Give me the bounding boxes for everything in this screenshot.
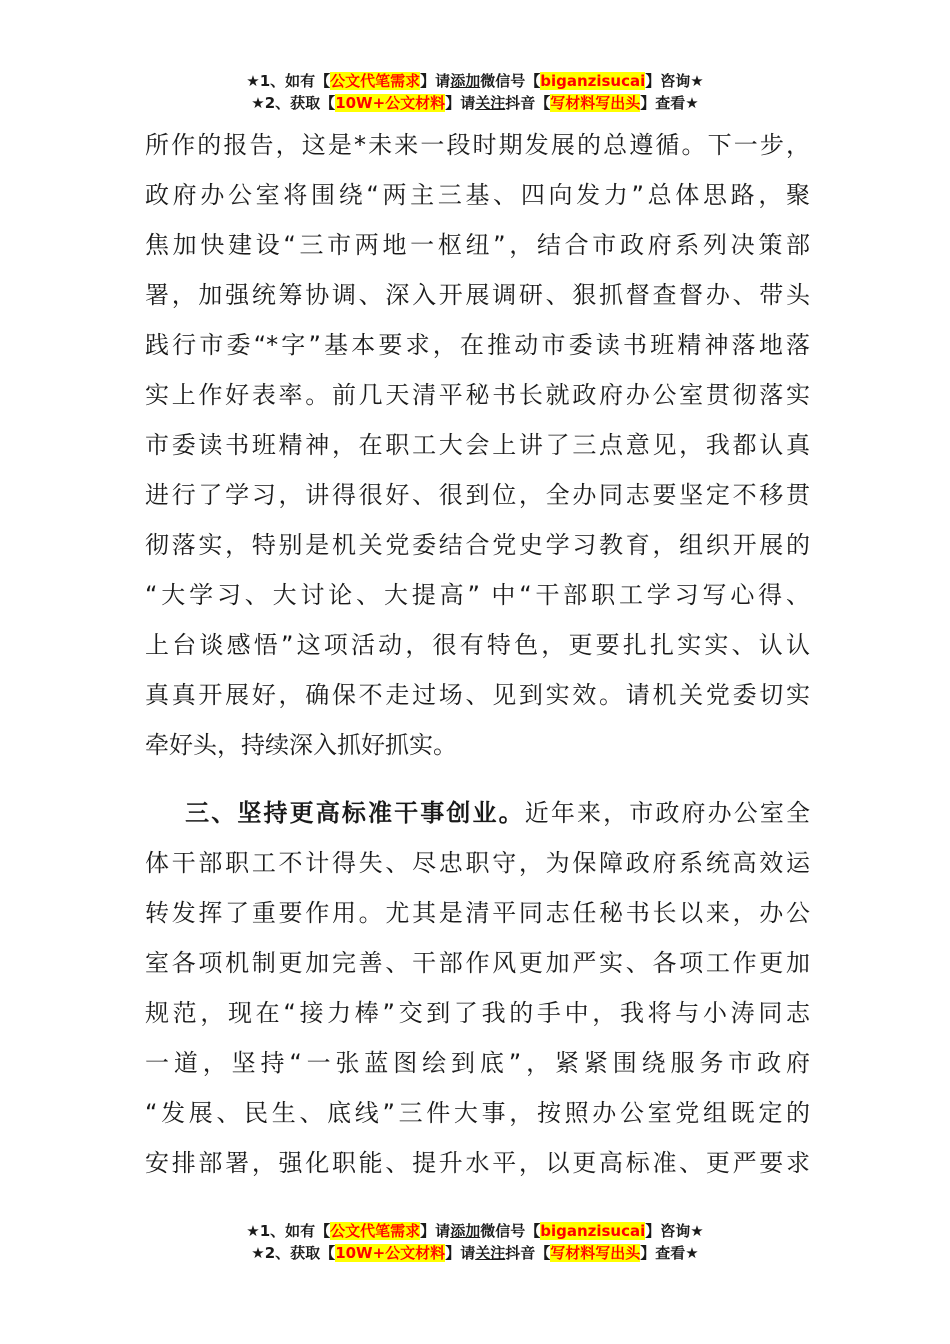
text-line: 三、坚持更高标准干事创业。近年来，市政府办公室全 bbox=[183, 799, 810, 827]
highlight-douyin-account: 写材料写出头 bbox=[550, 94, 641, 112]
text-line: 彻落实，特别是机关党委结合党史学习教育，组织开展的 bbox=[145, 531, 810, 559]
footer-banner bbox=[0, 1220, 950, 1264]
text-line: 安排部署，强化职能、提升水平，以更高标准、更严要求 bbox=[145, 1149, 810, 1177]
text-line: 焦加快建设“三市两地一枢纽”，结合市政府系列决策部 bbox=[145, 231, 810, 259]
text-line: 一道，坚持“一张蓝图绘到底”，紧紧围绕服务市政府 bbox=[145, 1049, 810, 1077]
text-line: 进行了学习，讲得很好、很到位，全办同志要坚定不移贯 bbox=[145, 481, 810, 509]
document-body bbox=[145, 120, 810, 1188]
paragraph-1 bbox=[145, 120, 810, 770]
text-line: 所作的报告，这是*未来一段时期发展的总遵循。下一步， bbox=[145, 131, 810, 159]
highlight-materials: 10W+公文材料 bbox=[335, 94, 446, 112]
text-line: 上台谈感悟”这项活动，很有特色，更要扎扎实实、认认 bbox=[145, 631, 810, 659]
text-line: 政府办公室将围绕“两主三基、四向发力”总体思路，聚 bbox=[145, 181, 810, 209]
text-line: 规范，现在“接力棒”交到了我的手中，我将与小涛同志 bbox=[145, 999, 810, 1027]
highlight-materials: 10W+公文材料 bbox=[335, 1244, 446, 1262]
text-line: 署，加强统筹协调、深入开展调研、狠抓督查督办、带头 bbox=[145, 281, 810, 309]
footer-banner-line-2: ★2、获取【10W+公文材料】请关注抖音【写材料写出头】查看★ bbox=[251, 1244, 699, 1262]
highlight-ghostwriting: 公文代笔需求 bbox=[330, 72, 421, 90]
text-line: 践行市委“*字”基本要求，在推动市委读书班精神落地落 bbox=[145, 331, 810, 359]
text-line: 转发挥了重要作用。尤其是清平同志任秘书长以来，办公 bbox=[145, 899, 810, 927]
header-banner bbox=[0, 70, 950, 114]
text-line: “大学习、大讨论、大提高” 中“干部职工学习写心得、 bbox=[145, 581, 810, 609]
highlight-ghostwriting: 公文代笔需求 bbox=[330, 1222, 421, 1240]
text-line: 体干部职工不计得失、尽忠职守，为保障政府系统高效运 bbox=[145, 849, 810, 877]
footer-banner-line-1: ★1、如有【公文代笔需求】请添加微信号【biganzisucai】咨询★ bbox=[246, 1222, 704, 1240]
section-heading: 三、坚持更高标准干事创业。 bbox=[183, 799, 525, 827]
text-line: 室各项机制更加完善、干部作风更加严实、各项工作更加 bbox=[145, 949, 810, 977]
text-line: “发展、民生、底线”三件大事，按照办公室党组既定的 bbox=[145, 1099, 810, 1127]
paragraph-2 bbox=[145, 788, 810, 1188]
header-banner-line-2: ★2、获取【10W+公文材料】请关注抖音【写材料写出头】查看★ bbox=[251, 94, 699, 112]
text-line: 真真开展好，确保不走过场、见到实效。请机关党委切实 bbox=[145, 681, 810, 709]
highlight-wechat-id: biganzisucai bbox=[540, 72, 646, 90]
highlight-wechat-id: biganzisucai bbox=[540, 1222, 646, 1240]
text-line: 市委读书班精神，在职工大会上讲了三点意见，我都认真 bbox=[145, 431, 810, 459]
highlight-douyin-account: 写材料写出头 bbox=[550, 1244, 641, 1262]
header-banner-line-1: ★1、如有【公文代笔需求】请添加微信号【biganzisucai】咨询★ bbox=[246, 72, 704, 90]
text-line: 实上作好表率。前几天清平秘书长就政府办公室贯彻落实 bbox=[145, 381, 810, 409]
text-line: 牵好头，持续深入抓好抓实。 bbox=[145, 731, 457, 759]
